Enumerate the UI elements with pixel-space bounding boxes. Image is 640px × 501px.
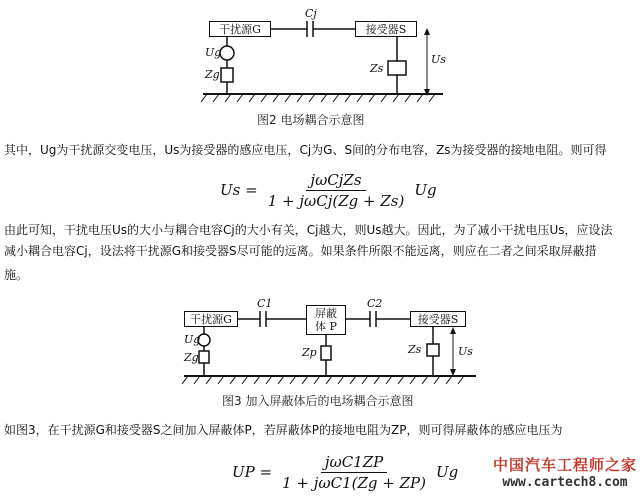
c1-label: C1: [257, 297, 273, 310]
zg-label: Zg: [205, 68, 220, 81]
formula-up-lhs: UP =: [232, 463, 273, 481]
shield-box: [306, 305, 346, 335]
formula-us: [220, 170, 437, 210]
shield-box-line-2: 体 P: [315, 320, 337, 333]
interference-source-box: 干扰源G: [209, 21, 271, 37]
formula-us-fraction: [264, 171, 409, 210]
us-label: Us: [458, 345, 473, 358]
formula-us-tail: Ug: [414, 181, 437, 199]
receiver-box: 接受器S: [355, 21, 417, 37]
paragraph-2-line-2: 减小耦合电容Cj，设法将干扰源G和接受器S尽可能的远离。如果条件所限不能远离，则应在二者之间采取屏蔽措: [4, 244, 597, 258]
shield-box-line-1: 屏蔽: [315, 307, 337, 320]
cj-label: Cj: [305, 7, 317, 20]
figure-2: [195, 8, 445, 118]
figure-2-caption: 图2 电场耦合示意图: [257, 113, 365, 127]
paragraph-2-line-3: 施。: [4, 268, 29, 282]
watermark-line-1: 中国汽车工程师之家: [492, 456, 637, 474]
c2-label: C2: [367, 297, 383, 310]
receiver-box: 接受器S: [410, 311, 466, 327]
formula-up-tail: Ug: [435, 463, 459, 481]
paragraph-1: 其中，Ug为干扰源交变电压，Us为接受器的感应电压，Cj为G、S间的分布电容，Zs为接受器的接地电阻。则可得: [4, 143, 607, 157]
zg-label: Zg: [184, 351, 199, 364]
zs-label: Zs: [408, 343, 422, 356]
paragraph-3: 如图3，在干扰源G和接受器S之间加入屏蔽体P，若屏蔽体P的接地电阻为ZP，则可得屏蔽体的感应电压为: [4, 423, 563, 437]
formula-up: [232, 452, 458, 492]
zp-label: Zp: [302, 346, 317, 359]
ug-label: Ug: [184, 333, 201, 346]
watermark-line-2: www.cartech8.com: [502, 475, 628, 490]
zs-label: Zs: [370, 62, 384, 75]
paragraph-2-line-1: 由此可知，干扰电压Us的大小与耦合电容Cj的大小有关，Cj越大，则Us越大。因此，为了减小干扰电压Us，应设法: [4, 223, 613, 237]
interference-source-box: 干扰源G: [184, 311, 238, 327]
ug-label: Ug: [205, 46, 222, 59]
figure-3: [178, 298, 480, 394]
formula-us-lhs: Us =: [220, 181, 258, 199]
formula-up-denominator: 1 + jωC1(Zg + ZP): [282, 473, 426, 492]
us-label: Us: [431, 53, 446, 66]
formula-us-numerator: jωCjZs: [306, 171, 365, 191]
watermark: [492, 454, 638, 490]
formula-up-numerator: jωC1ZP: [321, 453, 387, 473]
formula-us-denominator: 1 + jωCj(Zg + Zs): [267, 191, 405, 210]
figure-3-caption: 图3 加入屏蔽体后的电场耦合示意图: [222, 394, 414, 408]
formula-up-fraction: [278, 453, 430, 492]
